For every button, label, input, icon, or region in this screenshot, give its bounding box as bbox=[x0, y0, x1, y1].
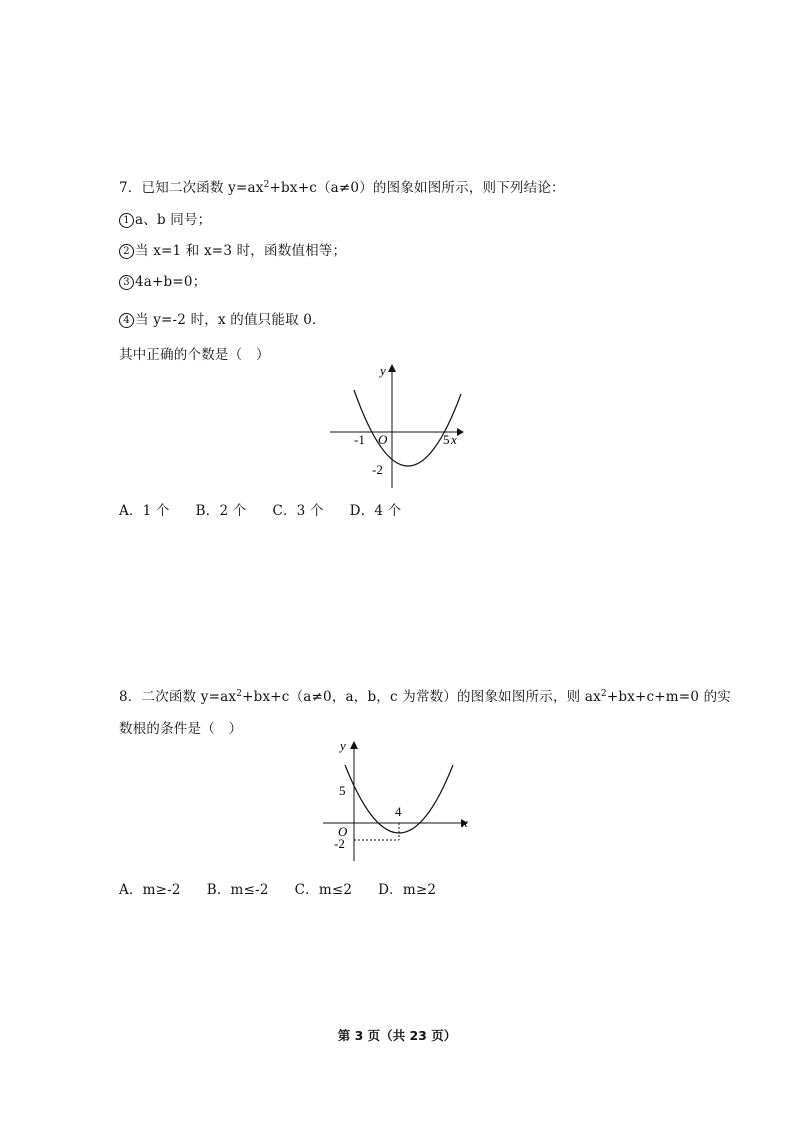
q8-option-d[interactable]: D．m≥2 bbox=[378, 882, 437, 898]
origin-label: O bbox=[378, 432, 388, 447]
q7-option-d[interactable]: D．4 个 bbox=[349, 503, 402, 519]
x-axis-arrow-icon bbox=[457, 428, 464, 436]
circled-number-1: 1 bbox=[119, 213, 134, 228]
x-axis-label: x bbox=[462, 815, 468, 830]
q7-stem-superscript: 2 bbox=[263, 180, 270, 190]
q7-item-2-text: 当 x=1 和 x=3 时，函数值相等； bbox=[135, 243, 347, 259]
tick-label-5: 5 bbox=[443, 432, 450, 447]
q7-stem bbox=[119, 176, 565, 196]
q8-stem bbox=[119, 685, 731, 705]
q7-options bbox=[119, 499, 427, 519]
q8-parabola-graph bbox=[318, 737, 474, 865]
q7-option-a[interactable]: A．1 个 bbox=[119, 503, 170, 519]
q7-stem-part1: 7．已知二次函数 y=ax bbox=[119, 180, 264, 196]
q7-item-2 bbox=[119, 239, 346, 259]
q7-item-1 bbox=[119, 208, 211, 228]
q8-stem-part3: +bx+c+m=0 的实 bbox=[606, 689, 732, 705]
q8-option-c[interactable]: C．m≤2 bbox=[294, 882, 353, 898]
q7-item-4-text: 当 y=-2 时，x 的值只能取 0． bbox=[135, 312, 326, 328]
q8-stem-superscript-2: 2 bbox=[600, 689, 607, 699]
origin-label: O bbox=[338, 824, 348, 839]
q8-stem-part1: 8．二次函数 y=ax bbox=[119, 689, 237, 705]
tick-label-neg2: -2 bbox=[372, 462, 383, 477]
circled-number-4: 4 bbox=[119, 313, 134, 328]
q8-stem-part2: +bx+c（a≠0，a，b，c 为常数）的图象如图所示，则 ax bbox=[242, 689, 601, 705]
q7-stem-part2: +bx+c（a≠0）的图象如图所示，则下列结论： bbox=[269, 180, 565, 196]
q7-prompt: 其中正确的个数是（ ） bbox=[119, 347, 270, 363]
q7-item-4 bbox=[119, 308, 326, 328]
q7-item-3-text: 4a+b=0； bbox=[135, 274, 207, 290]
q7-option-c[interactable]: C．3 个 bbox=[272, 503, 324, 519]
q7-item-3 bbox=[119, 270, 206, 290]
y-axis-label: y bbox=[340, 738, 346, 753]
y-axis-label: y bbox=[380, 363, 386, 378]
q7-parabola-graph bbox=[325, 360, 465, 492]
q8-options bbox=[119, 878, 462, 898]
tick-label-neg2: -2 bbox=[334, 836, 345, 851]
q8-stem-line2: 数根的条件是（ ） bbox=[119, 721, 243, 737]
circled-number-2: 2 bbox=[119, 244, 134, 259]
x-axis-label: x bbox=[451, 432, 457, 447]
q7-option-b[interactable]: B．2 个 bbox=[195, 503, 247, 519]
y-axis-arrow-icon bbox=[388, 364, 396, 372]
tick-label-neg1: -1 bbox=[354, 432, 365, 447]
page-footer: 第 3 页（共 23 页） bbox=[337, 1028, 457, 1043]
tick-label-5: 5 bbox=[339, 783, 346, 798]
q7-item-1-text: a、b 同号； bbox=[135, 212, 212, 228]
q8-stem-superscript-1: 2 bbox=[236, 689, 243, 699]
q8-option-a[interactable]: A．m≥-2 bbox=[119, 882, 181, 898]
parabola-curve bbox=[354, 390, 461, 466]
tick-label-4: 4 bbox=[395, 804, 402, 819]
q8-option-b[interactable]: B．m≤-2 bbox=[206, 882, 269, 898]
circled-number-3: 3 bbox=[119, 275, 134, 290]
y-axis-arrow-icon bbox=[350, 741, 358, 749]
